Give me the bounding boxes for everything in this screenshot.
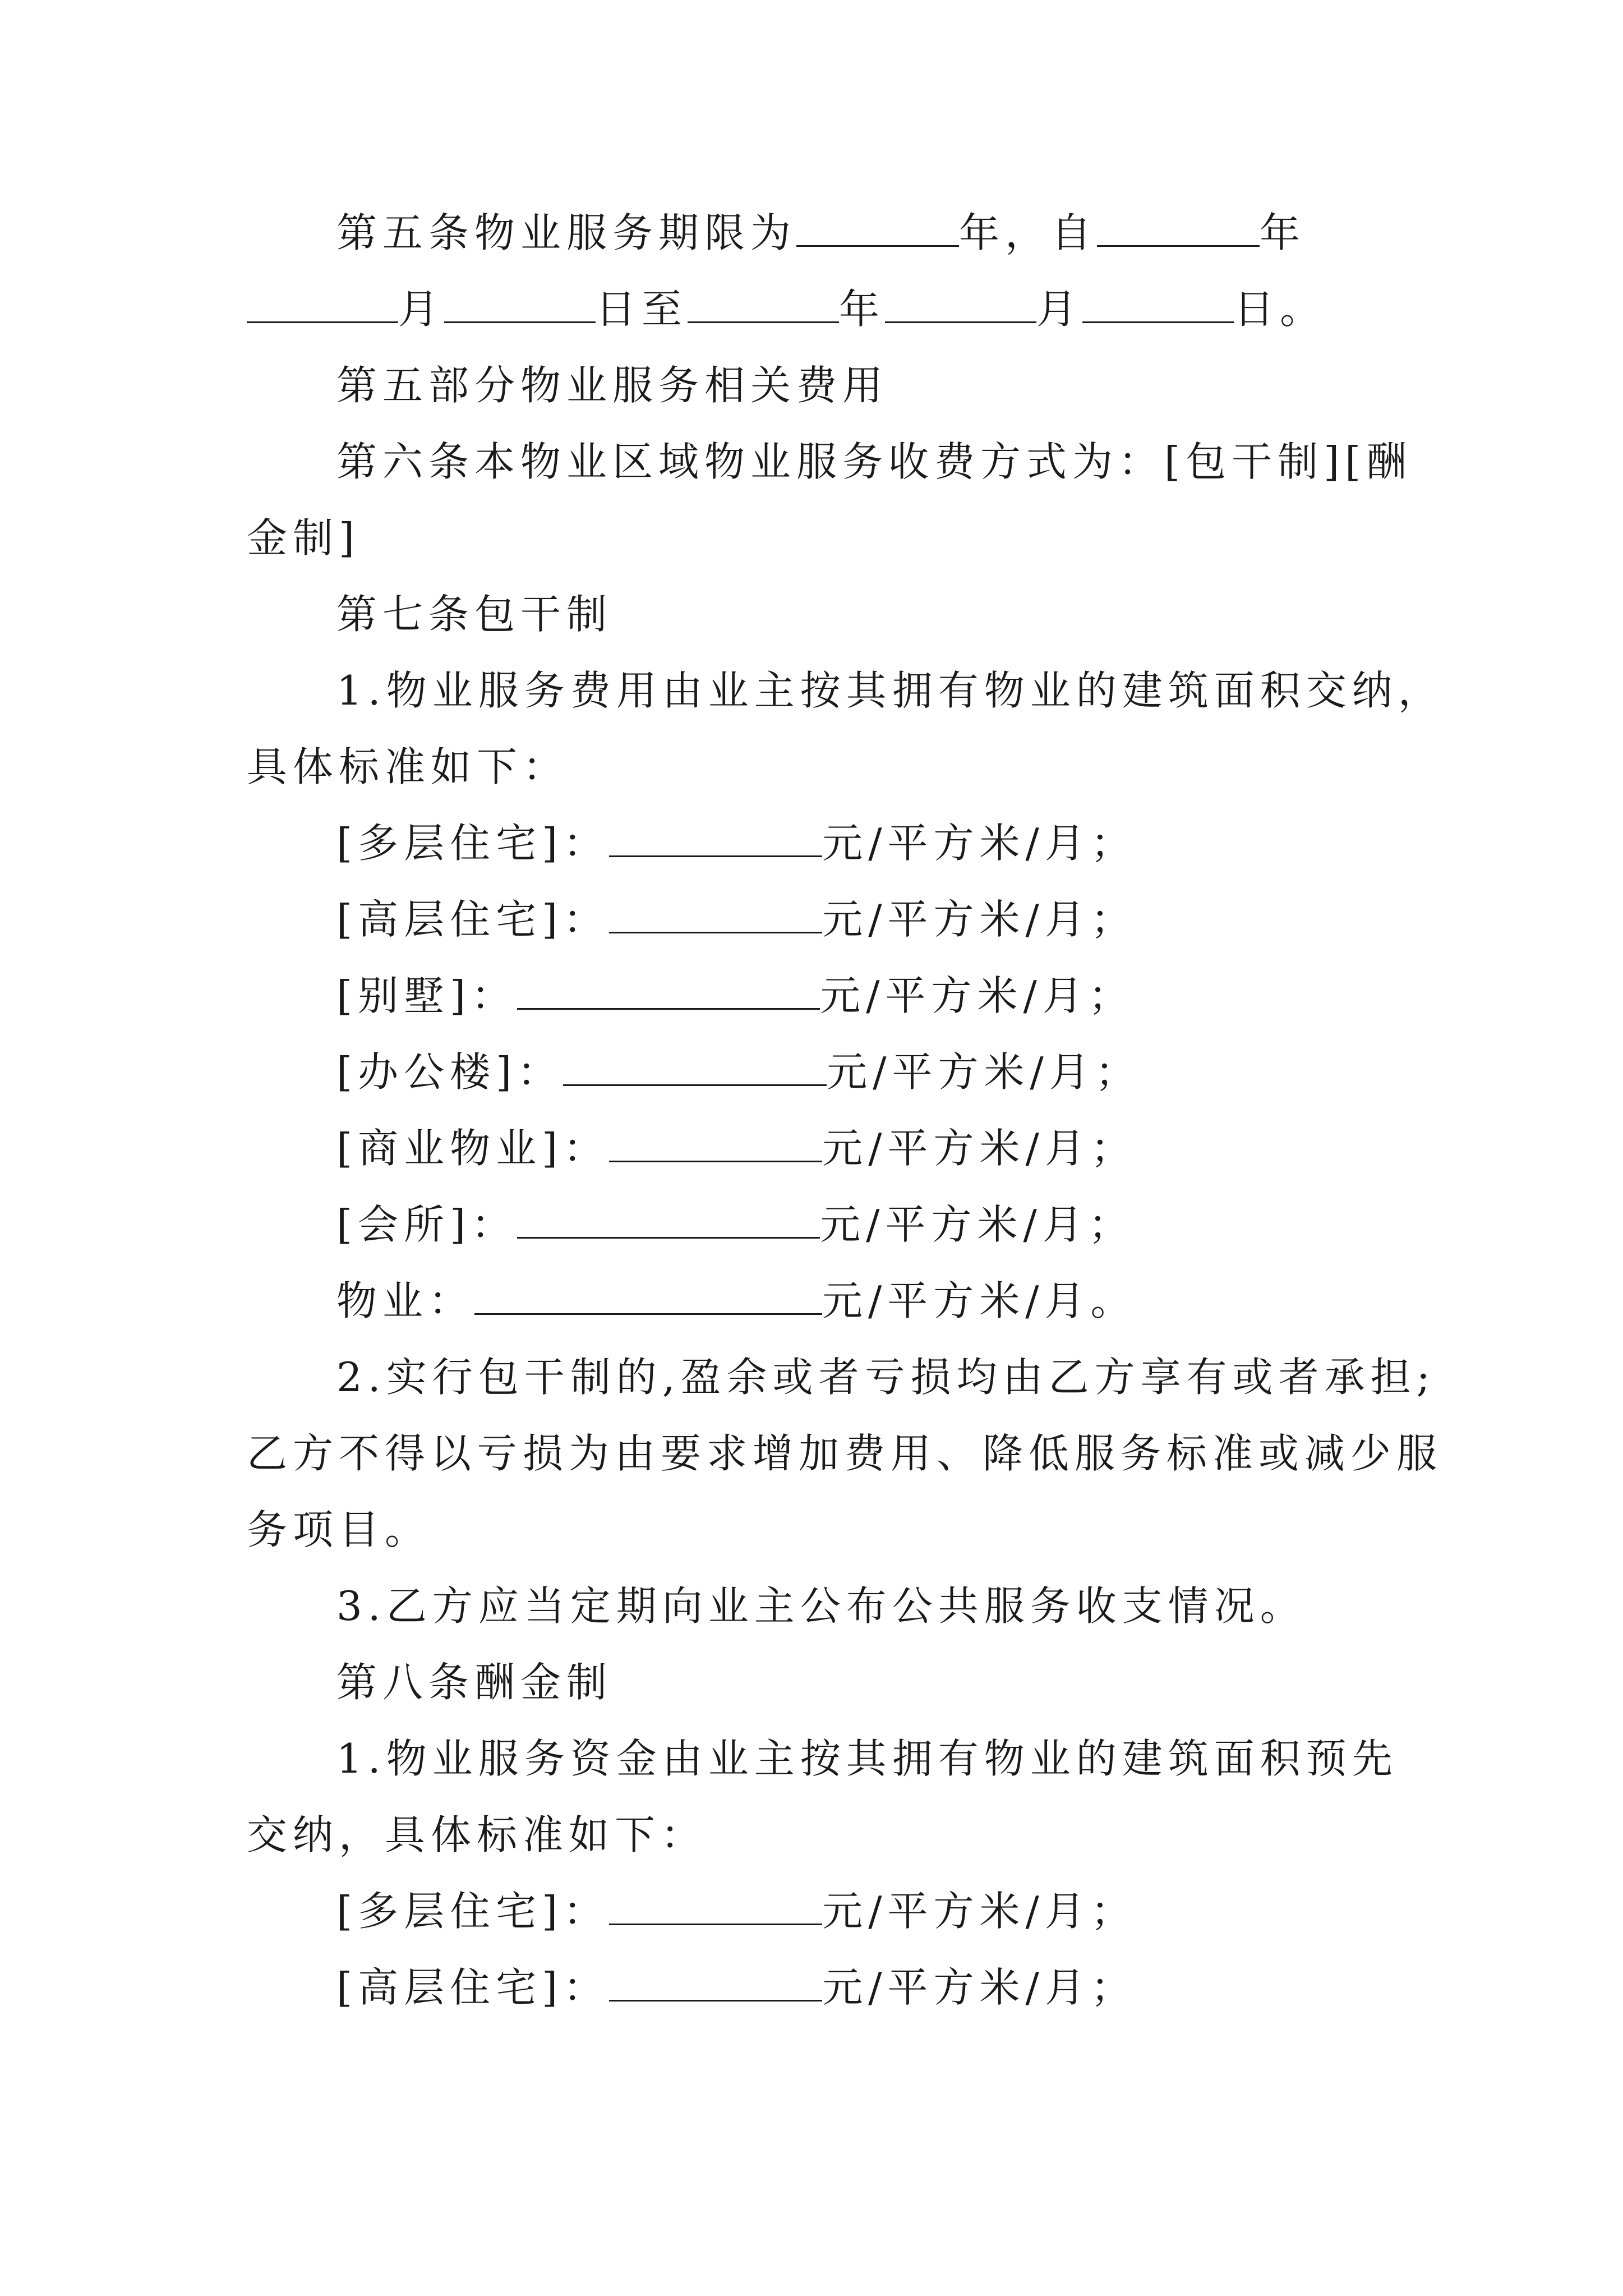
- rate-label: [办公楼]：: [336, 1048, 564, 1096]
- rate-row: [247, 1270, 1137, 1332]
- rate-row: [247, 1194, 1135, 1255]
- article-5-text-c: 年: [1260, 209, 1306, 256]
- article-5-text-e: 日至: [596, 286, 688, 333]
- article-6-line-2: 金制]: [247, 514, 361, 562]
- rate-row: [247, 965, 1135, 1027]
- rate-row: [247, 1041, 1141, 1103]
- rate-label: [多层住宅]：: [336, 820, 610, 867]
- rate-unit: 元/平方米/月；: [822, 1888, 1137, 1935]
- article-5-line-1: [247, 202, 1306, 264]
- rate-blank: [517, 969, 820, 1010]
- rate-blank: [609, 892, 822, 933]
- rate-blank: [563, 1045, 827, 1086]
- rate-label: 物业：: [336, 1277, 475, 1324]
- rate-label: [商业物业]：: [336, 1125, 610, 1172]
- part-5-title: 第五部分物业服务相关费用: [336, 362, 889, 409]
- blank-start-year: [1097, 206, 1260, 247]
- rate-label: [别墅]：: [336, 972, 518, 1019]
- rate-row: [247, 812, 1137, 874]
- blank-start-month: [247, 282, 398, 323]
- article-5-text-a: 第五条物业服务期限为: [336, 209, 797, 256]
- rate-unit: 元/平方米/月；: [822, 1964, 1137, 2011]
- article-6-line-1: 第六条本物业区域物业服务收费方式为：[包干制][酬: [336, 438, 1413, 485]
- rate-row: [247, 1957, 1137, 2018]
- rate-blank: [609, 816, 822, 857]
- article-7-title: 第七条包干制: [336, 591, 613, 638]
- rate-unit: 元/平方米/月；: [827, 1048, 1141, 1096]
- rate-blank: [517, 1198, 820, 1239]
- rate-row: [247, 1117, 1137, 1179]
- article-5-text-g: 月: [1036, 286, 1083, 333]
- article-5-text-f: 年: [839, 286, 886, 333]
- article-8-title: 第八条酬金制: [336, 1659, 613, 1706]
- rate-unit: 元/平方米/月；: [822, 896, 1137, 943]
- rate-label: [高层住宅]：: [336, 1964, 610, 2011]
- article-5-text-h: 日。: [1234, 286, 1326, 333]
- rate-unit: 元/平方米/月；: [820, 972, 1135, 1019]
- rate-unit: 元/平方米/月；: [822, 1125, 1137, 1172]
- article-8-item-1-line-1: 1.物业服务资金由业主按其拥有物业的建筑面积预先: [336, 1735, 1398, 1782]
- rate-blank: [474, 1274, 822, 1315]
- article-5-text-d: 月: [398, 286, 445, 333]
- article-7-item-3: 3.乙方应当定期向业主公布公共服务收支情况。: [336, 1582, 1306, 1630]
- blank-years: [796, 206, 959, 247]
- rate-label: [高层住宅]：: [336, 896, 610, 943]
- rate-unit: 元/平方米/月；: [820, 1201, 1135, 1248]
- rate-unit: 元/平方米/月。: [822, 1277, 1137, 1324]
- rate-label: [多层住宅]：: [336, 1888, 610, 1935]
- rate-blank: [609, 1884, 822, 1925]
- article-5-line-2: [247, 278, 1326, 340]
- rate-blank: [609, 1961, 822, 2001]
- article-7-item-1-line-2: 具体标准如下：: [247, 743, 569, 790]
- blank-end-month: [885, 282, 1036, 323]
- article-7-item-1-line-1: 1.物业服务费用由业主按其拥有物业的建筑面积交纳，: [336, 667, 1444, 714]
- rate-row: [247, 1880, 1137, 1942]
- article-8-item-1-line-2: 交纳，具体标准如下：: [247, 1811, 707, 1858]
- rate-blank: [609, 1121, 822, 1162]
- rate-row: [247, 889, 1137, 950]
- article-7-item-2-line-1: 2.实行包干制的,盈余或者亏损均由乙方享有或者承担;: [336, 1354, 1436, 1401]
- article-7-item-2-line-3: 务项目。: [247, 1506, 431, 1553]
- blank-end-day: [1082, 282, 1234, 323]
- rate-unit: 元/平方米/月；: [822, 820, 1137, 867]
- blank-start-day: [444, 282, 596, 323]
- article-5-text-b: 年，自: [959, 209, 1098, 256]
- blank-end-year: [688, 282, 839, 323]
- rate-label: [会所]：: [336, 1201, 518, 1248]
- article-7-item-2-line-2: 乙方不得以亏损为由要求增加费用、降低服务标准或减少服: [247, 1430, 1443, 1477]
